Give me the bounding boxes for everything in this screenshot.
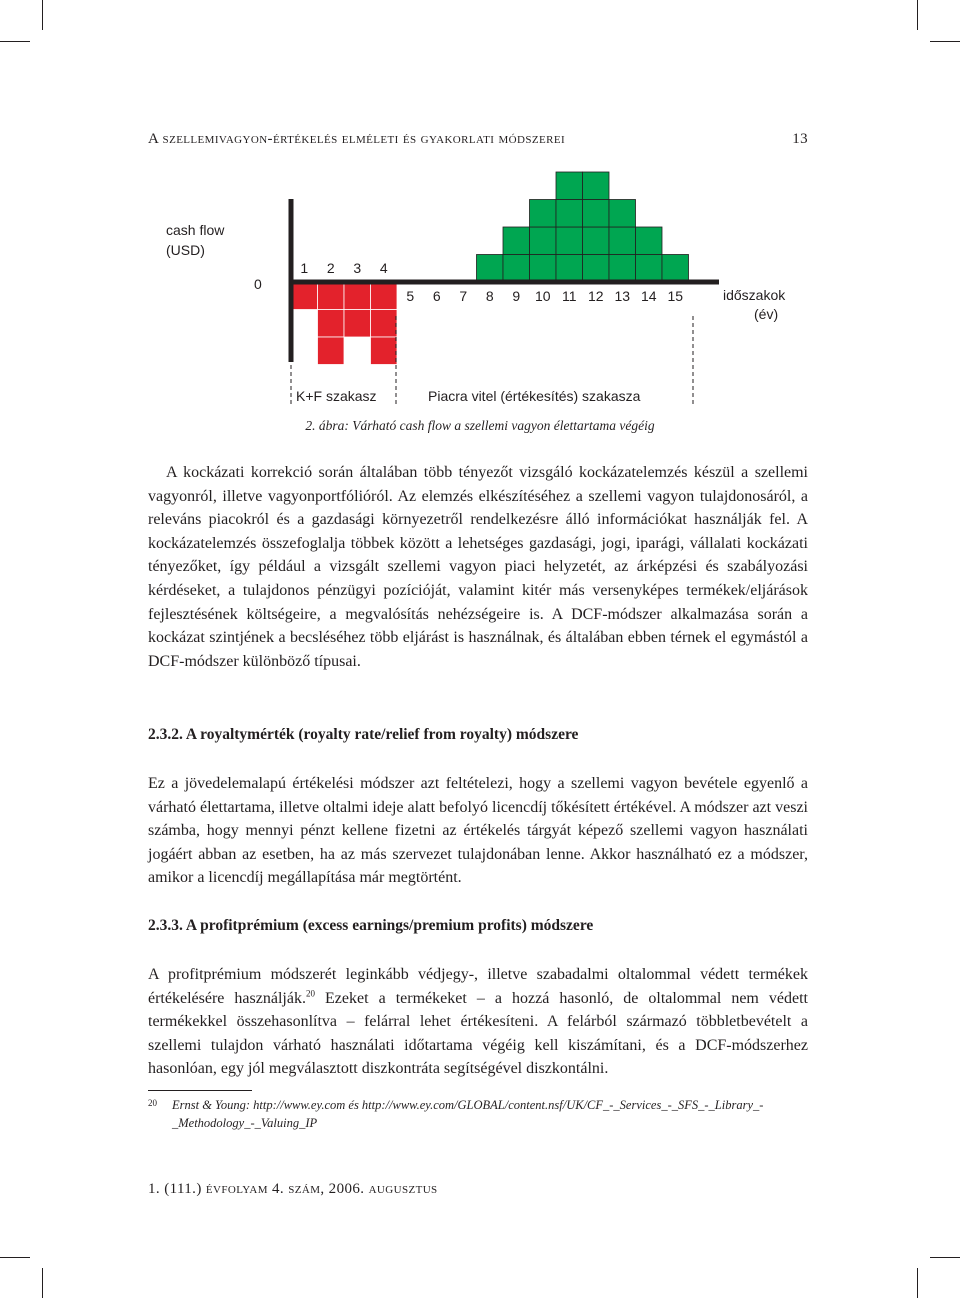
x-tick-label: 2 — [326, 260, 335, 276]
bar-positive-period-8 — [477, 255, 504, 283]
paragraph-3 — [148, 963, 808, 1081]
phase-label-market: Piacra vitel (értékesítés) szakasza — [428, 388, 641, 404]
x-tick-label: 15 — [667, 288, 684, 304]
bar-positive-period-13 — [609, 255, 636, 283]
bar-positive-period-14 — [636, 255, 663, 283]
bar-negative-period-4 — [371, 310, 398, 338]
phase-label-rnd: K+F szakasz — [296, 388, 377, 404]
bar-negative-period-3 — [344, 310, 371, 338]
bar-negative-period-4 — [371, 337, 398, 365]
footnote — [148, 1096, 810, 1132]
x-tick-label: 4 — [379, 260, 388, 276]
bar-positive-period-11 — [556, 200, 583, 228]
crop-mark — [0, 1257, 30, 1258]
bar-negative-period-1 — [291, 282, 318, 310]
x-tick-label: 7 — [459, 288, 468, 304]
bar-positive-period-11 — [556, 255, 583, 283]
x-tick-label: 13 — [614, 288, 631, 304]
bar-positive-period-13 — [609, 227, 636, 255]
chart-svg — [0, 0, 960, 450]
section-heading-2-3-3: 2.3.3. A profitprémium (excess earnings/premium profits) módszere — [148, 917, 594, 934]
paragraph-1: A kockázati korrekció során általában több tényezőt vizsgáló kockázatelemzés készül a szellemi vagyonról, illetve vagyonportfólióról. Az elemzés elkészítéséhez a szellemi vagyon tulajdonosáról, a releváns piacokról és a gazdasági környezetről rendelkezésre álló információkat használják fel. A kockázatelemzés összefoglalja többek között a lehetséges gazdasági, jogi, iparági, vállalati kockázati tényezőket, így például a vizsgált szellemi vagyon piaci helyzetét, az árképzési és szabályozási kérdéseket, a tulajdonos pénzügyi pozícióját, valamint kitér más versenyképes termékek/eljárások fejlesztésének költségeire, a megvalósítás nehézségeire is. A DCF-módszer alkalmazása során a kockázat szintjének a becsléséhez több eljárást is használnak, és általában ebben térnek el egymástól a DCF-módszer különböző típusai. — [148, 464, 808, 670]
negative-bars-group — [291, 282, 397, 365]
y-axis-label-line1: cash flow — [166, 222, 225, 238]
bar-positive-period-10 — [530, 200, 557, 228]
crop-mark — [917, 1268, 918, 1298]
bar-positive-period-12 — [583, 227, 610, 255]
paragraph-1-block — [148, 461, 808, 673]
bar-negative-period-2 — [318, 310, 345, 338]
bar-positive-period-12 — [583, 255, 610, 283]
x-axis-label-line1: időszakok — [723, 287, 786, 303]
x-tick-label: 5 — [406, 288, 415, 304]
paragraph-3-part-b: Ezeket a termékeket – a hozzá hasonló, de oltalommal nem védett termékekkel összehasonlítva – felárral lehet értékesíteni. A felárból származó többletbevételt a szellemi tulajdon várható használati időtartama végéig kell kiszámítani, és a DCF-módszerhez hasonlóan, egy jól megválasztott diszkontráta segítségével diszkontálni. — [148, 989, 809, 1078]
y-axis-label-line2: (USD) — [166, 242, 205, 258]
origin-label: 0 — [254, 276, 262, 292]
bar-positive-period-12 — [583, 172, 610, 200]
bar-positive-period-15 — [662, 255, 689, 283]
crop-mark — [930, 1257, 960, 1258]
x-tick-label: 3 — [353, 260, 362, 276]
paragraph-2: Ez a jövedelemalapú értékelési módszer azt feltételezi, hogy a szellemi vagyon bevétele egyenlő a várható élettartama, illetve oltalmi ideje alatt befolyó licencdíj tőkésített értékével. A módszer azt veszi számba, hogy mennyi pénzt kellene fizetni az értékelés tárgyát képező szellemi vagyon használati jogáért abban az esetben, ha az más szervezet tulajdonában lenne. Akkor használható ez a módszer, amikor a licencdíj megállapítása már megtörtént. — [148, 775, 808, 887]
x-tick-label: 10 — [534, 288, 551, 304]
figure-caption: 2. ábra: Várható cash flow a szellemi vagyon élettartama végéig — [305, 418, 655, 433]
crop-mark — [42, 1268, 43, 1298]
bar-negative-period-2 — [318, 337, 345, 365]
bar-positive-period-9 — [503, 255, 530, 283]
bar-positive-period-14 — [636, 227, 663, 255]
x-axis-label-line2: (év) — [754, 306, 779, 322]
bar-negative-period-3 — [344, 282, 371, 310]
x-tick-label: 8 — [485, 288, 494, 304]
paragraph-3-block — [148, 963, 808, 1081]
cash-flow-chart — [0, 0, 960, 450]
page-number: 13 — [792, 131, 808, 147]
paragraph-3-part-a: A profitprémium módszerét leginkább védjegy-, illetve szabadalmi oltalommal védett termékek értékelésére használják. — [148, 966, 808, 1007]
bar-positive-period-11 — [556, 227, 583, 255]
bar-positive-period-10 — [530, 255, 557, 283]
running-footer: 1. (111.) évfolyam 4. szám, 2006. augusztus — [148, 1181, 438, 1197]
footnote-text: Ernst & Young: http://www.ey.com és http://www.ey.com/GLOBAL/content.nsf/UK/CF_-_Services_-_SFS_-_Library_-_Methodology_-_Valuing_IP — [172, 1098, 764, 1130]
bar-positive-period-11 — [556, 172, 583, 200]
bar-positive-period-10 — [530, 227, 557, 255]
x-tick-label: 12 — [587, 288, 604, 304]
section-heading-2-3-2: 2.3.2. A royaltymérték (royalty rate/relief from royalty) módszere — [148, 726, 579, 743]
bar-negative-period-4 — [371, 282, 398, 310]
positive-bars-group — [477, 172, 689, 282]
x-tick-label: 14 — [640, 288, 657, 304]
bar-positive-period-9 — [503, 227, 530, 255]
x-tick-label: 9 — [512, 288, 521, 304]
x-tick-label: 1 — [300, 260, 309, 276]
x-tick-label: 6 — [432, 288, 441, 304]
x-tick-label: 11 — [561, 288, 577, 304]
header-title: A szellemivagyon-értékelés elméleti és gyakorlati módszerei — [148, 131, 566, 147]
bar-negative-period-2 — [318, 282, 345, 310]
bar-positive-period-12 — [583, 200, 610, 228]
footnote-rule — [148, 1090, 252, 1091]
footnote-reference: 20 — [305, 988, 315, 999]
axes-group — [289, 199, 719, 362]
bar-positive-period-13 — [609, 200, 636, 228]
paragraph-2-block — [148, 772, 808, 890]
footnote-number: 20 — [148, 1098, 157, 1108]
